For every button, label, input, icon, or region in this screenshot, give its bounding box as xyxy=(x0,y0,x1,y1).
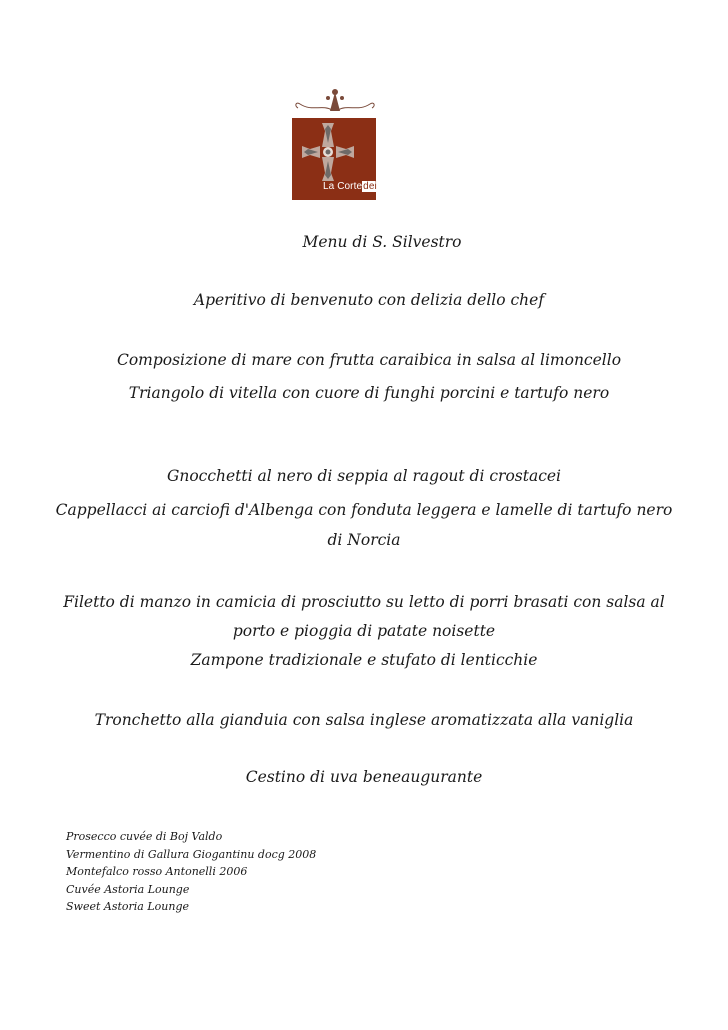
menu-title: Menu di S. Silvestro xyxy=(302,233,462,251)
logo-name xyxy=(323,181,396,192)
wine-item: Prosecco cuvée di Boj Valdo xyxy=(66,830,223,843)
menu-aperitivo: Aperitivo di benvenuto con delizia dello chef xyxy=(193,291,545,309)
menu-secondo-3: Zampone tradizionale e stufato di lenticchie xyxy=(190,651,538,669)
menu-primo-3: di Norcia xyxy=(327,531,401,549)
cross-emblem-icon xyxy=(300,121,356,183)
menu-finale: Cestino di uva beneaugurante xyxy=(245,768,483,786)
logo-name-left: La Corte xyxy=(323,181,363,192)
wine-item: Sweet Astoria Lounge xyxy=(66,900,189,914)
logo-subtitle: Restaurant xyxy=(378,192,413,199)
logo-name-boxed: dei xyxy=(363,181,377,192)
menu-antipasto-1: Composizione di mare con frutta caraibica in salsa al limoncello xyxy=(116,351,622,369)
wine-item: Vermentino di Gallura Giogantinu docg 2008 xyxy=(66,847,317,861)
ornament-icon xyxy=(292,84,378,114)
wine-item: Montefalco rosso Antonelli 2006 xyxy=(66,865,248,879)
menu-antipasto-2: Triangolo di vitella con cuore di funghi porcini e tartufo nero xyxy=(128,384,610,402)
menu-dolce: Tronchetto alla gianduia con salsa inglese aromatizzata alla vaniglia xyxy=(94,711,634,729)
menu-primo-2: Cappellacci ai carciofi d'Albenga con fonduta leggera e lamelle di tartufo nero xyxy=(55,501,673,519)
logo-name-right: Nuti xyxy=(377,181,396,192)
menu-secondo-1: Filetto di manzo in camicia di prosciutto su letto di porri brasati con salsa al xyxy=(63,593,665,611)
menu-primo-1: Gnocchetti al nero di seppia al ragout di crostacei xyxy=(166,467,562,485)
wine-item: Cuvée Astoria Lounge xyxy=(66,882,190,896)
wine-list xyxy=(66,828,316,916)
menu-secondo-2: porto e pioggia di patate noisette xyxy=(232,622,496,640)
